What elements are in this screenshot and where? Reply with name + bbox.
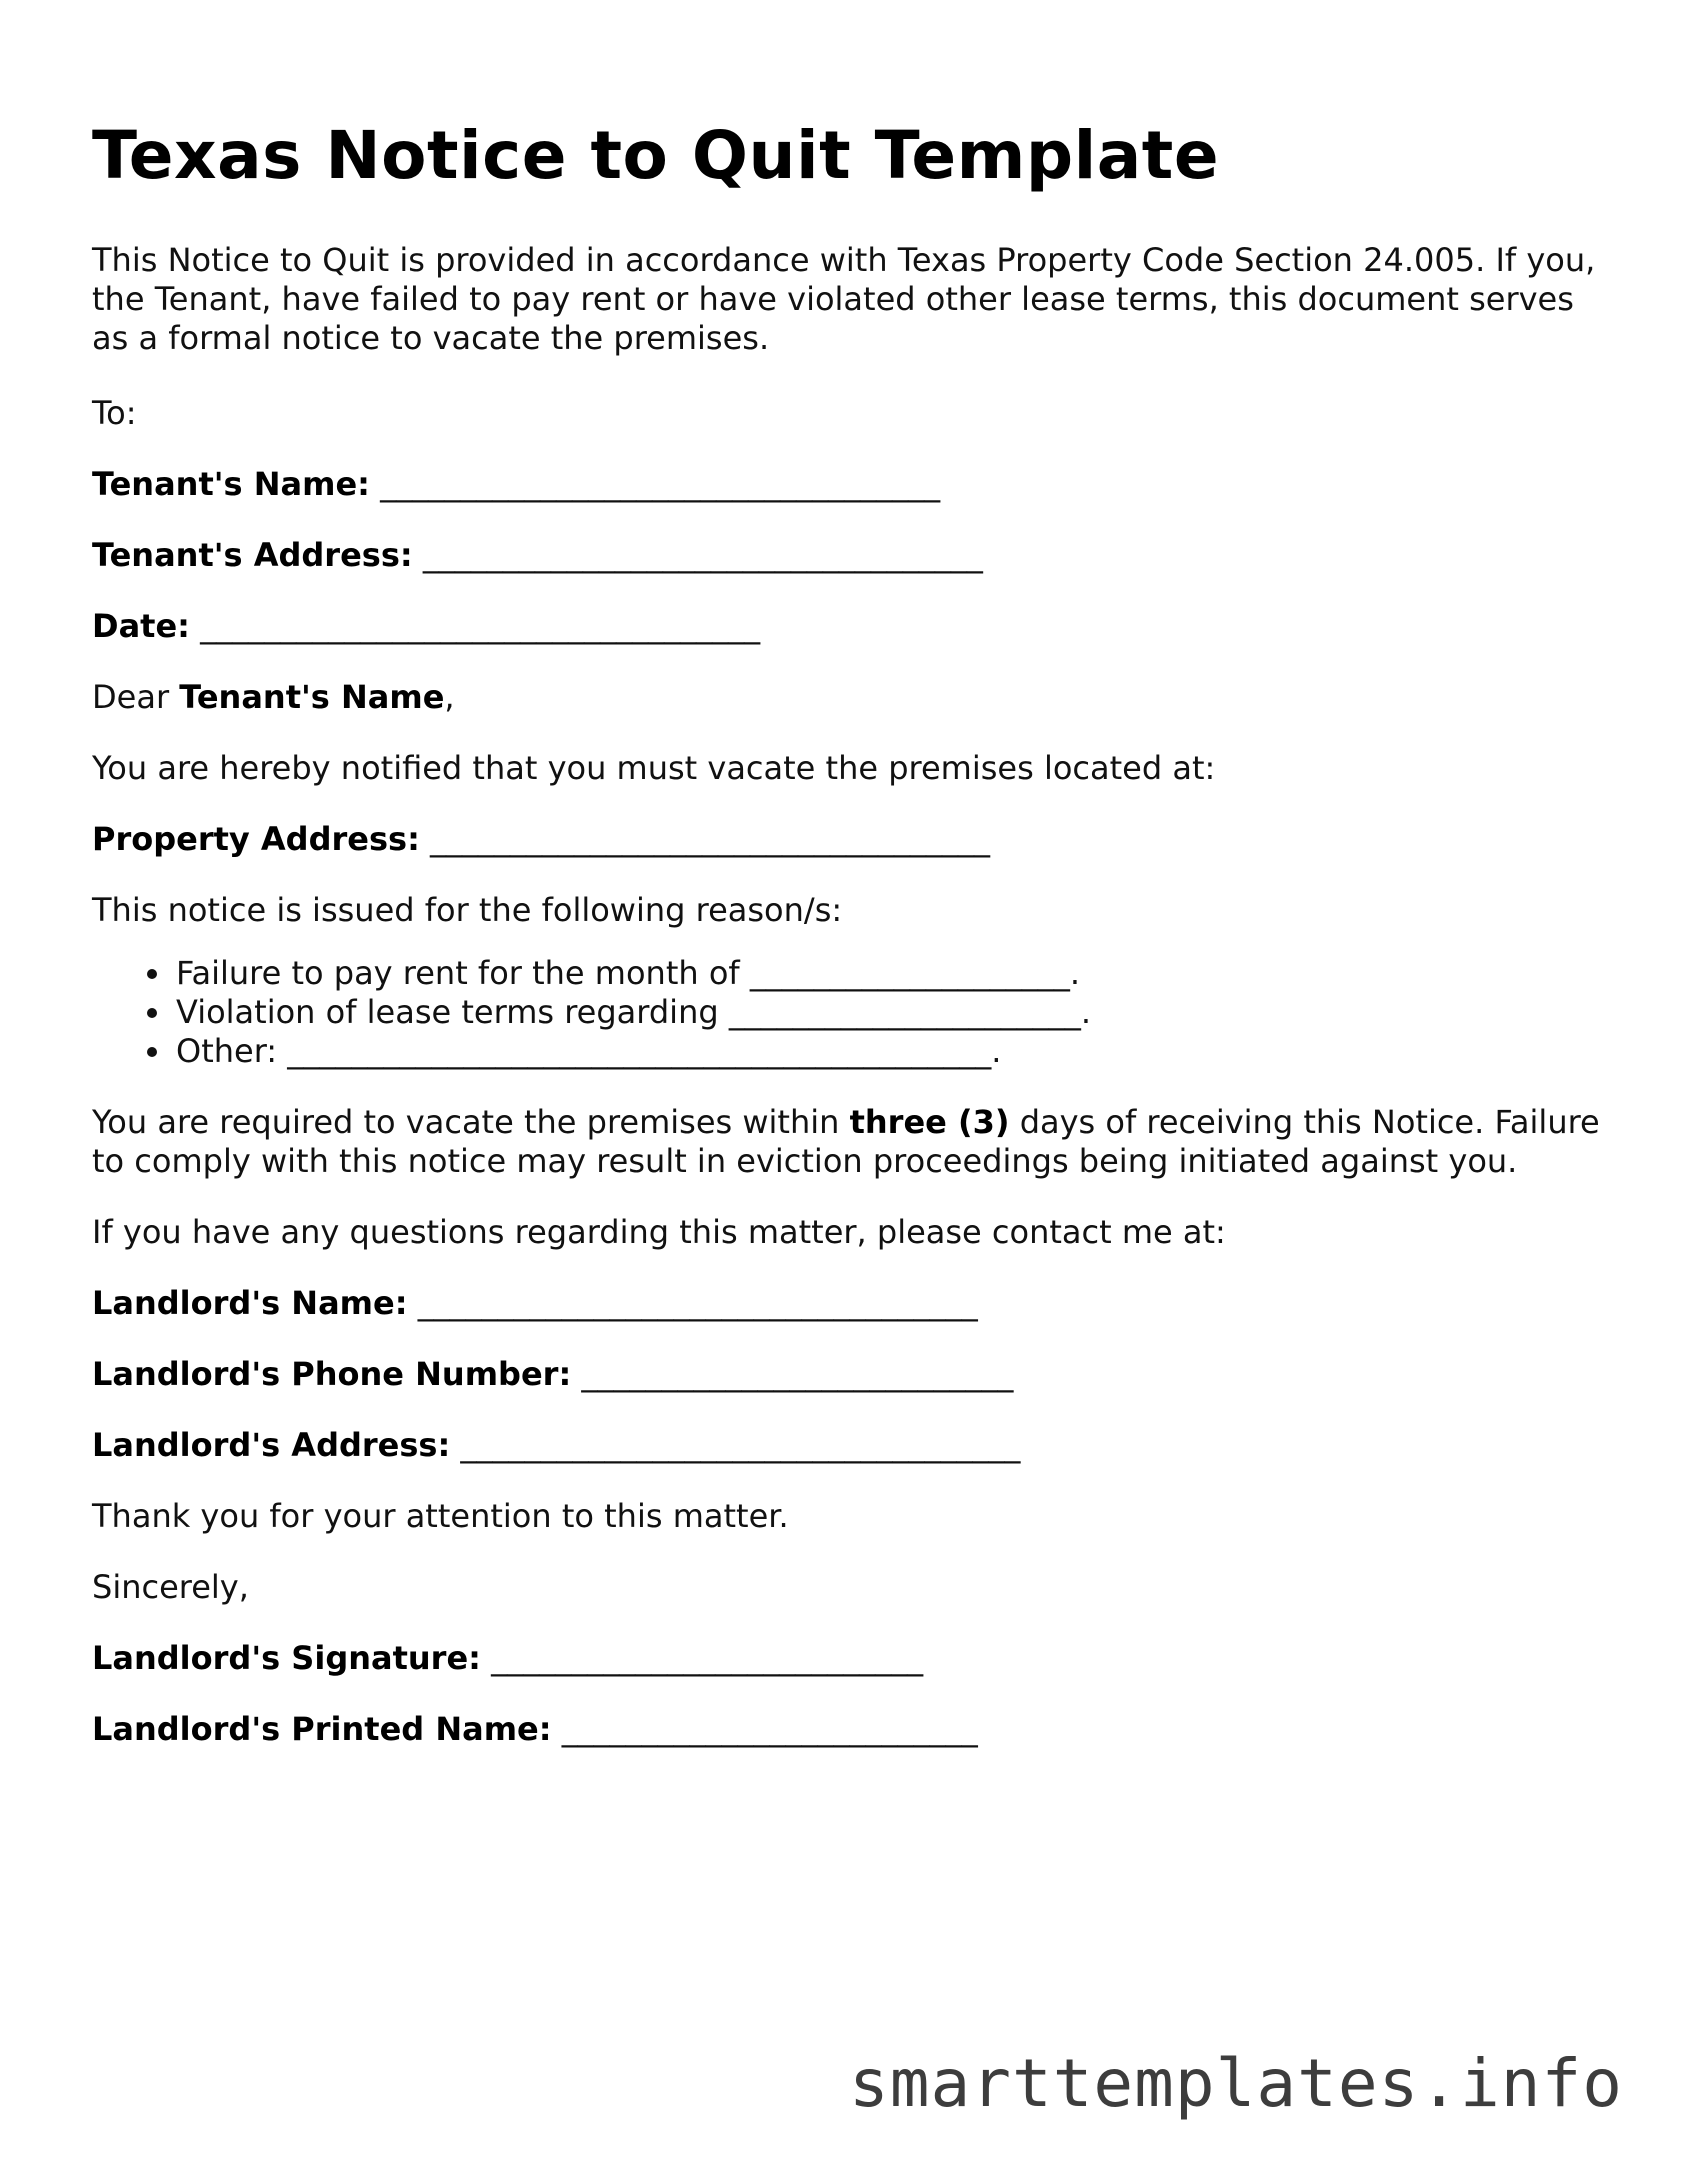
- salutation-suffix: ,: [444, 678, 455, 716]
- thanks-paragraph: Thank you for your attention to this matter.: [92, 1497, 789, 1535]
- reason-blank[interactable]: ______________________: [728, 993, 1081, 1031]
- requirement-paragraph: [92, 1103, 1612, 1181]
- reason-end: .: [1069, 954, 1080, 992]
- landlord-printed-name-field: [92, 1710, 1612, 1749]
- date-blank[interactable]: ___________________________________: [200, 607, 761, 645]
- landlord-address-field: [92, 1426, 1612, 1465]
- reason-text: Failure to pay rent for the month of: [176, 954, 750, 992]
- property-address-field: [92, 820, 1612, 859]
- watermark: smarttemplates.info: [849, 2045, 1623, 2122]
- reason-text: Other:: [176, 1032, 288, 1070]
- property-address-label: Property Address:: [92, 820, 420, 858]
- landlord-address-label: Landlord's Address:: [92, 1426, 451, 1464]
- list-item: [174, 1032, 1612, 1071]
- tenant-name-field: [92, 465, 1612, 504]
- landlord-phone-blank[interactable]: ___________________________: [581, 1355, 1014, 1393]
- list-item: [174, 993, 1612, 1032]
- reason-blank[interactable]: ____________________________________________: [287, 1032, 992, 1070]
- landlord-phone-field: [92, 1355, 1612, 1394]
- tenant-address-blank[interactable]: ___________________________________: [422, 536, 983, 574]
- document-page: [92, 118, 1612, 1781]
- tenant-address-label: Tenant's Address:: [92, 536, 413, 574]
- reason-end: .: [1080, 993, 1091, 1031]
- salutation: [92, 678, 1612, 717]
- landlord-printed-name-label: Landlord's Printed Name:: [92, 1710, 552, 1748]
- reasons-intro: This notice is issued for the following reason/s:: [92, 891, 843, 929]
- landlord-phone-label: Landlord's Phone Number:: [92, 1355, 572, 1393]
- salutation-name: Tenant's Name: [179, 678, 445, 716]
- landlord-name-field: [92, 1284, 1612, 1323]
- document-title: Texas Notice to Quit Template: [92, 117, 1220, 194]
- tenant-address-field: [92, 536, 1612, 575]
- tenant-name-blank[interactable]: ___________________________________: [380, 465, 941, 503]
- reasons-list: [92, 954, 1612, 1071]
- date-field: [92, 607, 1612, 646]
- requirement-days: three (3): [849, 1103, 1010, 1141]
- requirement-before: You are required to vacate the premises within: [92, 1103, 850, 1141]
- reason-blank[interactable]: ____________________: [749, 954, 1070, 992]
- date-label: Date:: [92, 607, 190, 645]
- landlord-signature-blank[interactable]: ___________________________: [491, 1639, 924, 1677]
- contact-paragraph: If you have any questions regarding this matter, please contact me at:: [92, 1213, 1226, 1251]
- closing: Sincerely,: [92, 1568, 249, 1606]
- reason-text: Violation of lease terms regarding: [176, 993, 729, 1031]
- landlord-printed-name-blank[interactable]: __________________________: [561, 1710, 978, 1748]
- landlord-name-blank[interactable]: ___________________________________: [417, 1284, 978, 1322]
- property-address-blank[interactable]: ___________________________________: [430, 820, 991, 858]
- landlord-address-blank[interactable]: ___________________________________: [460, 1426, 1021, 1464]
- landlord-name-label: Landlord's Name:: [92, 1284, 408, 1322]
- salutation-prefix: Dear: [92, 678, 180, 716]
- tenant-name-label: Tenant's Name:: [92, 465, 370, 503]
- to-label: To:: [92, 394, 137, 432]
- reason-end: .: [991, 1032, 1002, 1070]
- intro-paragraph: This Notice to Quit is provided in accordance with Texas Property Code Section 24.005. If you, the Tenant, have failed to pay rent or have violated other lease terms, this document serves as a formal notice to vacate the premises.: [92, 241, 1596, 357]
- landlord-signature-label: Landlord's Signature:: [92, 1639, 481, 1677]
- requirement-after: days of receiving this Notice. Failure to comply with this notice may result in eviction proceedings being initiated against you.: [92, 1103, 1610, 1180]
- list-item: [174, 954, 1612, 993]
- vacate-paragraph: You are hereby notified that you must vacate the premises located at:: [92, 749, 1216, 787]
- landlord-signature-field: [92, 1639, 1612, 1678]
